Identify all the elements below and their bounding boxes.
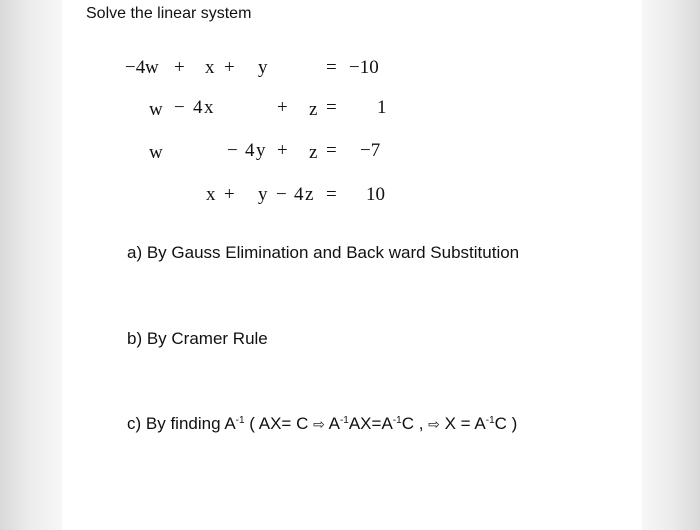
part-c-step1a: A — [324, 414, 340, 433]
part-b-cramer-rule: b) By Cramer Rule — [127, 329, 268, 348]
problem-title: Solve the linear system — [86, 5, 252, 22]
row1-op-1: + — [174, 57, 185, 78]
part-c-prefix: c) By finding A — [127, 414, 236, 433]
row1-var-y: y — [258, 57, 268, 78]
row2-var-x: x — [204, 97, 214, 118]
row4-equals: = — [326, 184, 337, 205]
part-c-sup-1: -1 — [235, 415, 245, 426]
right-frame — [642, 0, 700, 530]
row1-var-w: w — [145, 57, 159, 78]
row1-coef-w: −4 — [125, 57, 146, 78]
row2-equals: = — [326, 97, 337, 118]
part-c-sup-2: -1 — [339, 415, 349, 426]
row2-var-w: w — [149, 99, 163, 120]
row4-rhs: 10 — [366, 184, 385, 205]
row3-var-y: y — [256, 140, 266, 161]
row1-rhs: −10 — [349, 57, 379, 78]
implies-arrow-icon: ⇨ — [313, 416, 325, 432]
row4-var-x: x — [206, 184, 216, 205]
row4-var-z: z — [305, 184, 314, 205]
part-c-step2b: C ) — [494, 414, 518, 433]
part-c-sup-3: -1 — [392, 415, 402, 426]
row3-equals: = — [326, 140, 337, 161]
part-c-inverse-matrix — [127, 414, 517, 434]
row4-op-2: − — [276, 184, 287, 205]
left-frame — [0, 0, 62, 530]
row4-var-y: y — [258, 184, 268, 205]
row1-op-2: + — [224, 57, 235, 78]
row3-rhs: −7 — [360, 140, 381, 161]
document-page — [62, 0, 642, 530]
row3-op-2: + — [277, 140, 288, 161]
row2-var-z: z — [309, 99, 318, 120]
part-c-open: ( AX= C — [244, 414, 314, 433]
row3-var-z: z — [309, 142, 318, 163]
row2-op-2: + — [277, 97, 288, 118]
part-c-step2a: X = A — [439, 414, 486, 433]
part-c-step1b: AX=A — [348, 414, 393, 433]
row2-coef-x: 4 — [193, 97, 203, 118]
row2-op-1: − — [174, 97, 185, 118]
part-c-step1c: C , — [401, 414, 429, 433]
row2-rhs: 1 — [377, 97, 387, 118]
row1-equals: = — [326, 57, 337, 78]
row3-var-w: w — [149, 142, 163, 163]
implies-arrow-icon: ⇨ — [428, 416, 440, 432]
row1-var-x: x — [205, 57, 215, 78]
row4-coef-z: 4 — [294, 184, 304, 205]
row3-coef-y: 4 — [245, 140, 255, 161]
part-a-gauss-elimination: a) By Gauss Elimination and Back ward Substitution — [127, 243, 520, 262]
row3-op-1: − — [227, 140, 238, 161]
row4-op-1: + — [224, 184, 235, 205]
part-c-sup-4: -1 — [485, 415, 495, 426]
